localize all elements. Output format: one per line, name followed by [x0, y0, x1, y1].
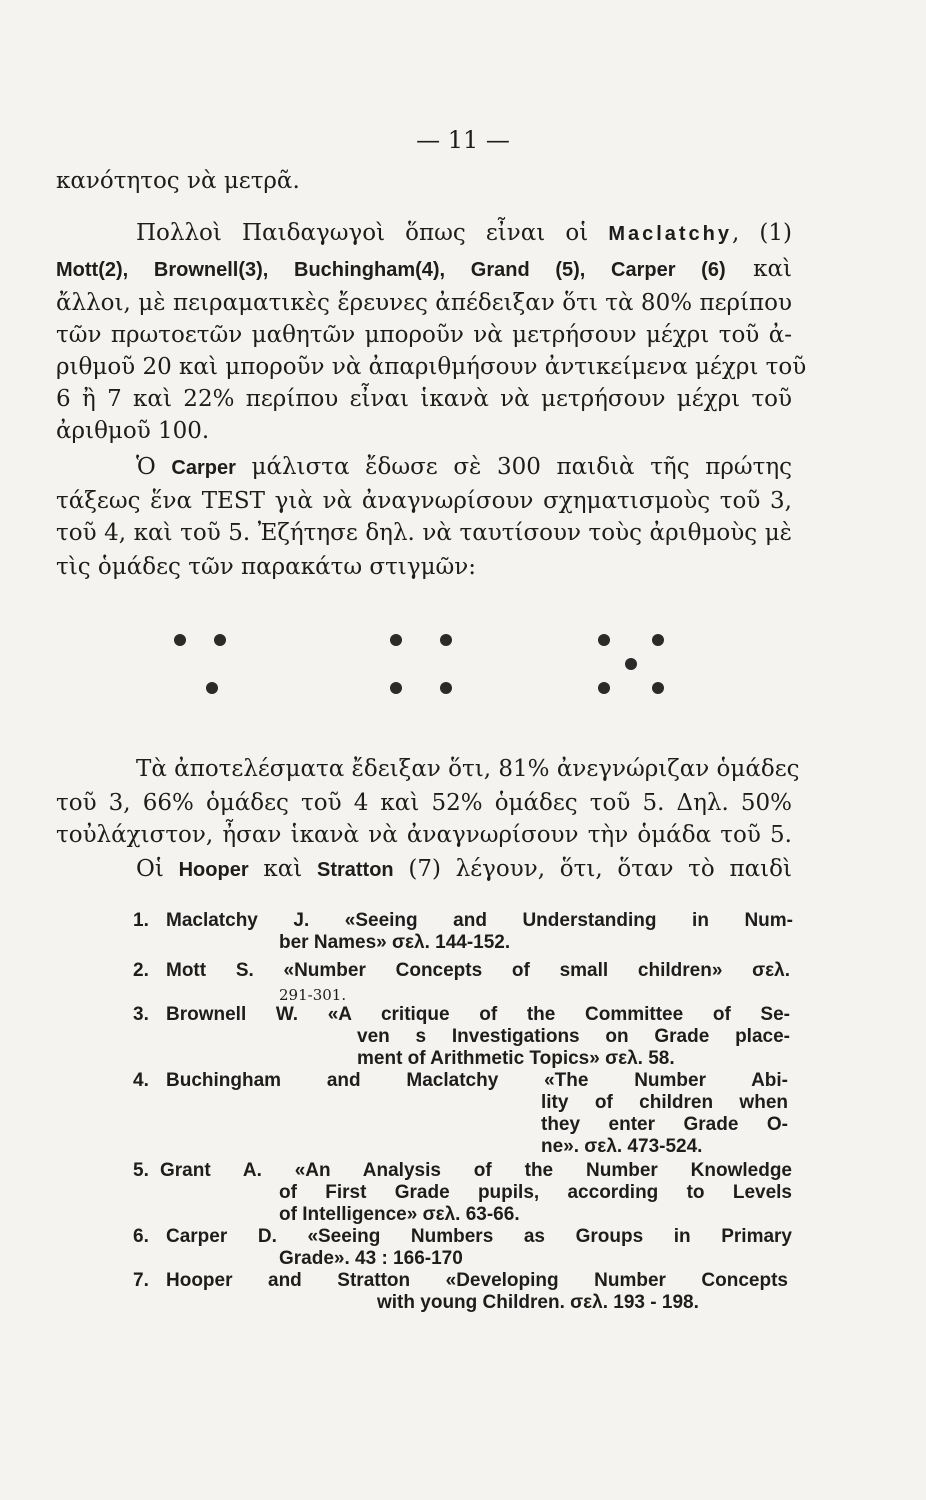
dot — [390, 634, 402, 646]
dot-group-4 — [390, 634, 452, 694]
body-line: Ὁ Carper μάλιστα ἔδωσε σὲ 300 παιδιὰ τῆς πρώτης — [136, 454, 792, 480]
body-line: τοῦ 3, 66% ὁμάδες τοῦ 4 καὶ 52% ὁμάδες τοῦ 5. Δηλ. 50% — [56, 790, 792, 816]
body-line: τοὐλάχιστον, ἦσαν ἱκανὰ νὰ ἀναγνωρίσουν τὴν ὁμάδα τοῦ 5. — [56, 822, 792, 848]
body-line: ριθμοῦ 20 καὶ μποροῦν νὰ ἀπαριθμήσουν ἀντικείμενα μέχρι τοῦ — [56, 354, 807, 380]
body-line: τάξεως ἕνα TEST γιὰ νὰ ἀναγνωρίσουν σχηματισμοὺς τοῦ 3, — [56, 488, 792, 514]
footnote-line: Mott S. «Number Concepts of small children» σελ. — [166, 960, 790, 981]
body-line: 6 ἢ 7 καὶ 22% περίπου εἶναι ἱκανὰ νὰ μετρήσουν μέχρι τοῦ — [56, 386, 792, 412]
body-line: Τὰ ἀποτελέσματα ἔδειξαν ὅτι, 81% ἀνεγνώριζαν ὁμάδες — [136, 756, 800, 782]
body-line: ἄλλοι, μὲ πειραματικὲς ἔρευνες ἀπέδειξαν ὅτι τὰ 80% περίπου — [56, 290, 792, 316]
footnote-line: Buchingham and Maclatchy «The Number Abi- — [166, 1070, 788, 1091]
footnote-line: ne». σελ. 473-524. — [541, 1136, 703, 1157]
dot — [598, 682, 610, 694]
footnote-line: Maclatchy J. «Seeing and Understanding in Num- — [166, 910, 793, 931]
body-line: Οἱ Hooper καὶ Stratton (7) λέγουν, ὅτι, ὅταν τὸ παιδὶ — [136, 856, 793, 882]
footnote-number: 4. — [133, 1070, 149, 1091]
body-line: τὶς ὁμάδες τῶν παρακάτω στιγμῶν: — [56, 554, 477, 580]
dot-group-5 — [598, 634, 664, 694]
footnote-line: Brownell W. «A critique of the Committee of Se- — [166, 1004, 790, 1025]
footnote-line: of Intelligence» σελ. 63-66. — [279, 1204, 520, 1225]
footnote-line: Carper D. «Seeing Numbers as Groups in Primary — [166, 1226, 792, 1247]
body-line: τοῦ 4, καὶ τοῦ 5. Ἐζήτησε δηλ. νὰ ταυτίσουν τοὺς ἀριθμοὺς μὲ — [56, 520, 792, 546]
dot — [652, 634, 664, 646]
footnote-number: 7. — [133, 1270, 149, 1291]
dot-group-3 — [174, 634, 226, 694]
footnote-line: Grant A. «An Analysis of the Number Knowledge — [160, 1160, 792, 1181]
dot — [652, 682, 664, 694]
footnote-line: lity of children when — [541, 1092, 788, 1113]
footnote-number: 5. — [133, 1160, 149, 1181]
footnote-number: 1. — [133, 910, 149, 931]
dot — [598, 634, 610, 646]
footnote-number: 2. — [133, 960, 149, 981]
dot — [206, 682, 218, 694]
dot-figure — [160, 618, 680, 708]
dot — [440, 634, 452, 646]
footnote-line: 291-301. — [279, 986, 347, 1004]
body-line: Πολλοὶ Παιδαγωγοὶ ὅπως εἶναι οἱ Maclatchy, (1) — [136, 220, 792, 246]
footnote-line: with young Children. σελ. 193 - 198. — [377, 1292, 699, 1313]
dot — [440, 682, 452, 694]
footnote-number: 6. — [133, 1226, 149, 1247]
footnote-line: Hooper and Stratton «Developing Number Concepts — [166, 1270, 788, 1291]
body-line: ἀριθμοῦ 100. — [56, 418, 210, 444]
footnote-line: of First Grade pupils, according to Levels — [279, 1182, 792, 1203]
footnote-line: they enter Grade O- — [541, 1114, 788, 1135]
dot — [214, 634, 226, 646]
page-number: — 11 — — [416, 126, 510, 154]
footnote-line: ven s Investigations on Grade place- — [357, 1026, 790, 1047]
body-line: Mott(2), Brownell(3), Buchingham(4), Grand (5), Carper (6) καὶ — [56, 256, 792, 282]
dot — [174, 634, 186, 646]
footnote-line: ber Names» σελ. 144-152. — [279, 932, 511, 953]
footnote-line: ment of Arithmetic Topics» σελ. 58. — [357, 1048, 675, 1069]
footnote-line: Grade». 43 : 166-170 — [279, 1248, 463, 1269]
body-line: κανότητος νὰ μετρᾶ. — [56, 168, 300, 194]
dot — [390, 682, 402, 694]
body-line: τῶν πρωτοετῶν μαθητῶν μποροῦν νὰ μετρήσουν μέχρι τοῦ ἀ- — [56, 322, 792, 348]
footnote-number: 3. — [133, 1004, 149, 1025]
dot — [625, 658, 637, 670]
